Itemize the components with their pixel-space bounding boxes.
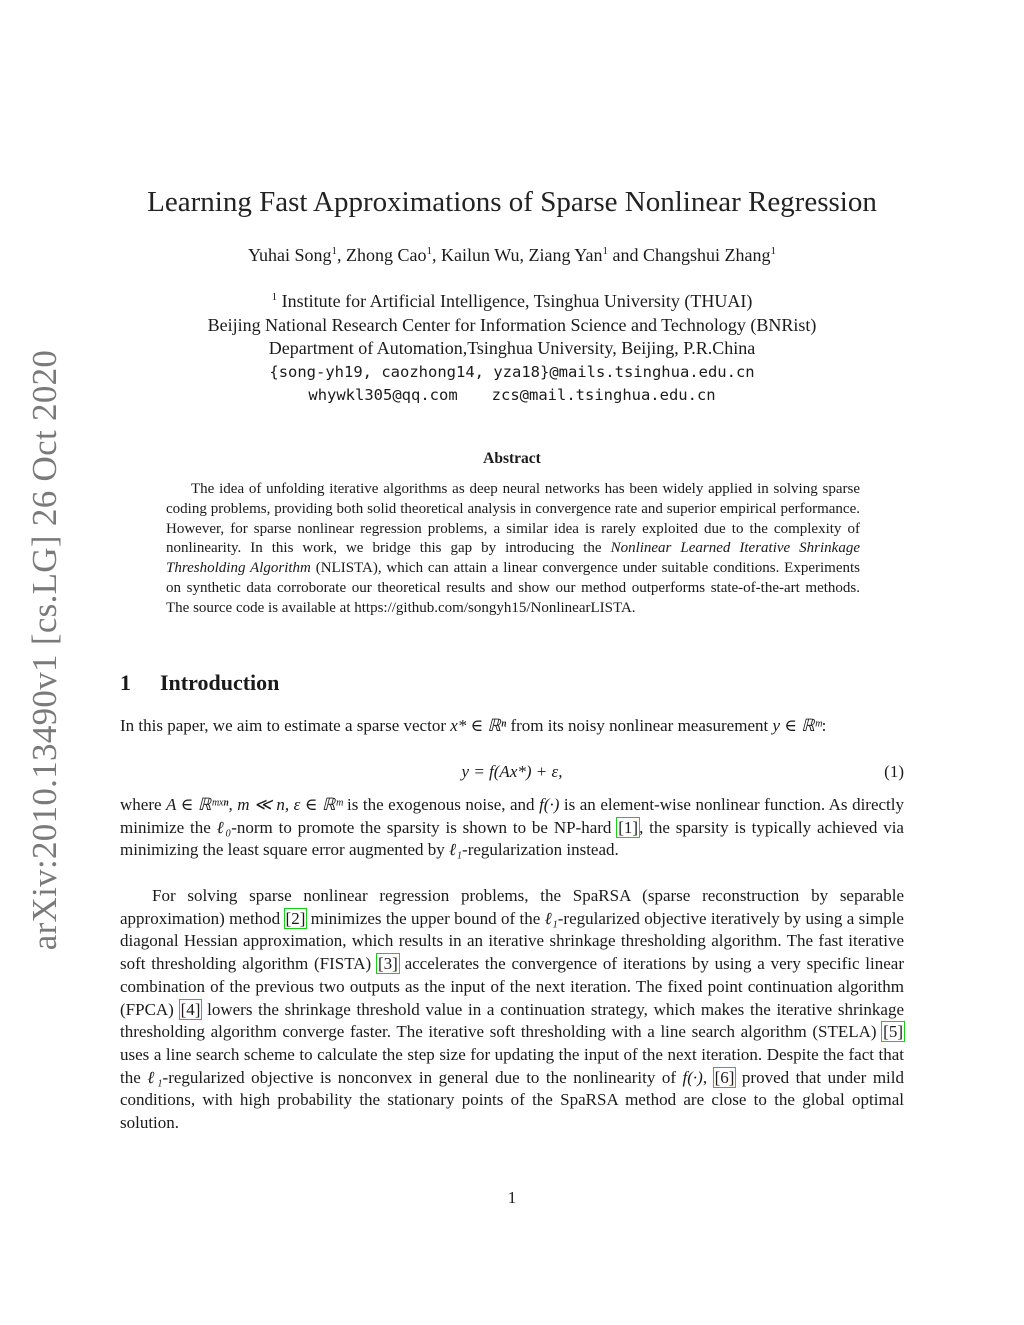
related-work-paragraph xyxy=(120,885,904,1135)
abstract-text: (NLISTA), which can attain a linear convergence under suitable conditions. Experiments on synthetic data corroborate our theoretical results and show our method outperforms state-of-the-art methods. The source code is available at https://github.com/songyh15/NonlinearLISTA. xyxy=(166,560,860,616)
inline-math: y ∈ ℝᵐ xyxy=(772,716,822,735)
inline-math: A ∈ ℝᵐˣⁿ, m ≪ n, ε ∈ ℝᵐ xyxy=(166,795,343,814)
body-text: uses a line search scheme to calculate the step size for updating the input of the next iteration. Despite the fact that the xyxy=(120,1044,904,1087)
affiliation-text: Institute for Artificial Intelligence, Tsinghua University (THUAI) xyxy=(281,291,753,311)
citation-link[interactable]: [1] xyxy=(618,817,639,837)
body-text: proved that under mild conditions, with high probability the stationary points of the SpaRSA method are close to the global optimal solution. xyxy=(120,1067,904,1133)
author-affil-mark: 1 xyxy=(331,245,338,257)
body-text: -regularized objective is nonconvex in general due to the nonlinearity of xyxy=(162,1067,683,1087)
affiliation-mark: 1 xyxy=(271,291,278,303)
affiliation-line xyxy=(0,286,1024,314)
body-text: -regularization instead. xyxy=(462,840,619,860)
citation-link[interactable]: [3] xyxy=(377,954,398,974)
inline-math: f(·) xyxy=(539,795,560,814)
abstract-emphasis: Nonlinear Learned Iterative Shrinkage Thresholding Algorithm xyxy=(166,540,861,577)
body-text: where xyxy=(120,795,167,814)
body-text: -regularized objective iteratively by using a simple diagonal Hessian approximation, which results in an iterative shrinkage thresholding algorithm. The fast iterative soft thresholding algorithm (FISTA) xyxy=(120,908,904,974)
author-name: Changshui Zhang xyxy=(642,245,771,265)
definition-paragraph xyxy=(120,794,904,862)
author-affil-mark: 1 xyxy=(602,245,608,257)
citation-link[interactable]: [5] xyxy=(883,1022,903,1042)
citation-link[interactable]: [4] xyxy=(180,999,201,1019)
paper-title: Learning Fast Approximations of Sparse Nonlinear Regression xyxy=(147,186,877,218)
email-address[interactable]: zcs@mail.tsinghua.edu.cn xyxy=(491,386,716,404)
section-number: 1 xyxy=(120,670,131,695)
arxiv-identifier: arXiv:2010.13490v1 [cs.LG] 26 Oct 2020 xyxy=(25,349,65,951)
citation-link[interactable]: [6] xyxy=(714,1067,735,1087)
citation-link[interactable]: [2] xyxy=(285,908,306,928)
inline-math: ℓ₀ xyxy=(216,817,232,837)
body-text: is an element-wise nonlinear function. As directly minimize the xyxy=(120,795,904,837)
author-name: Ziang Yan xyxy=(528,245,603,265)
page-number: 1 xyxy=(507,1188,517,1207)
inline-math: ℓ₁ xyxy=(449,840,463,860)
equation-body: y = f(Ax*) + ε, xyxy=(461,762,563,781)
section-title: Introduction xyxy=(160,670,280,695)
body-text: accelerates the convergence of iterations by using a very specific linear combination of the previous two outputs as the input of the next iteration. The fixed point continuation algorithm (FPCA) xyxy=(120,954,904,1019)
body-text: lowers the shrinkage threshold value in a continuation strategy, which makes the iterative shrinkage thresholding algorithm converge faster. The iterative soft thresholding with a line search algorithm (STELA) xyxy=(120,999,904,1042)
body-text: For solving sparse nonlinear regression problems, the SpaRSA (sparse reconstruction by separable approximation) method xyxy=(120,886,904,928)
author-name: Zhong Cao xyxy=(346,245,427,265)
inline-math: x* ∈ ℝⁿ xyxy=(450,716,507,735)
body-text: minimizes the upper bound of the xyxy=(306,908,545,928)
author-name: Yuhai Song xyxy=(248,245,332,265)
affiliation-line: Department of Automation,Tsinghua University, Beijing, P.R.China xyxy=(268,338,756,358)
body-text: from its noisy nonlinear measurement xyxy=(506,716,773,735)
inline-math: f(·) xyxy=(682,1067,703,1087)
author-list: Yuhai Song$^1$, Zhong Cao$^1$, Kailun Wu, Ziang Yan$^1$ and Changshui Zhang$^1$ xyxy=(248,245,776,265)
inline-math: ℓ₁ xyxy=(147,1067,163,1087)
arxiv-sidebar-stamp xyxy=(18,349,72,951)
equation-number: (1) xyxy=(884,762,904,781)
affiliation-block xyxy=(0,286,1024,408)
body-text: , the sparsity is typically achieved via minimizing the least square error augmented by xyxy=(120,817,904,860)
inline-math: ℓ₁ xyxy=(544,908,558,928)
abstract-text: The idea of unfolding iterative algorithms as deep neural networks has been widely applied in solving sparse coding problems, providing both solid theoretical analysis in convergence rate and superior empirical performance. However, for sparse nonlinear regression problems, a similar idea is rarely exploited due to the complexity of nonlinearity. In this work, we bridge this gap by introducing the xyxy=(166,481,860,557)
section-heading xyxy=(120,670,279,696)
author-conjunction: and xyxy=(612,245,639,265)
affiliation-line: Beijing National Research Center for Information Science and Technology (BNRist) xyxy=(207,314,817,335)
author-affil-mark: 1 xyxy=(426,245,433,257)
abstract-body xyxy=(166,480,860,619)
body-text: , xyxy=(702,1067,714,1087)
body-text: In this paper, we aim to estimate a sparse vector xyxy=(120,716,451,735)
body-text: is the exogenous noise, and xyxy=(342,795,540,814)
abstract-heading: Abstract xyxy=(483,450,541,467)
email-line xyxy=(0,384,1024,408)
email-line[interactable]: {song-yh19, caozhong14, yza18}@mails.tsinghua.edu.cn xyxy=(269,362,755,381)
author-name: Kailun Wu xyxy=(441,245,520,265)
intro-paragraph xyxy=(120,715,904,738)
body-text: : xyxy=(821,716,827,735)
author-affil-mark: 1 xyxy=(770,245,776,257)
equation-1 xyxy=(120,762,904,784)
body-text: -norm to promote the sparsity is shown to be NP-hard xyxy=(231,817,618,837)
email-address[interactable]: whywkl305@qq.com xyxy=(308,386,458,404)
